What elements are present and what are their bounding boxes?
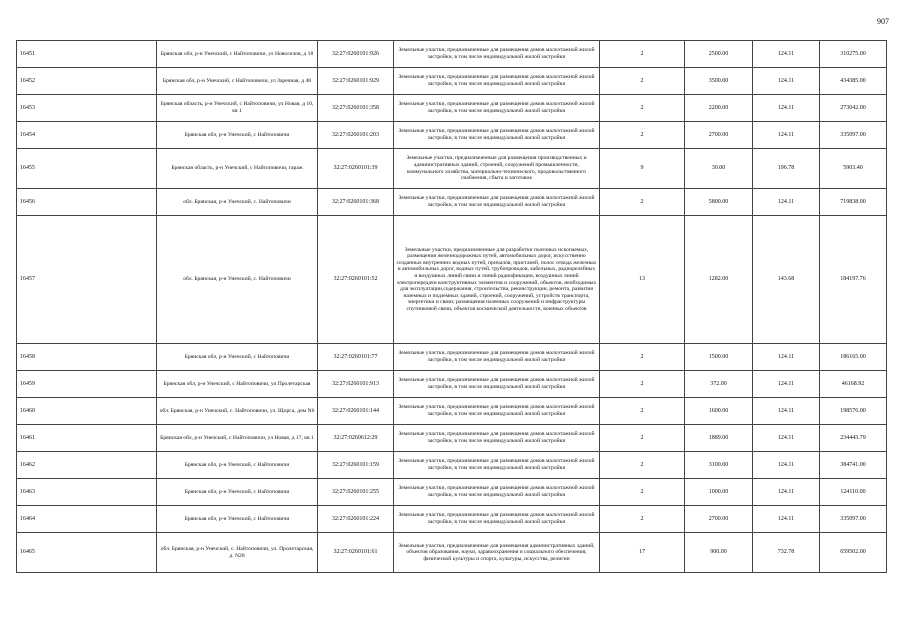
cell-specific-value: 196.78 bbox=[753, 149, 820, 189]
cell-cadastral-number: 32:27:0260101:159 bbox=[318, 452, 394, 479]
cell-land-use-purpose: Земельные участки, предназначенные для размещения домов малоэтажной жилой застройки, в том числе индивидуальной жилой застройки bbox=[394, 398, 600, 425]
cell-specific-value: 143.68 bbox=[753, 216, 820, 344]
table-row bbox=[17, 122, 887, 149]
cell-group: 2 bbox=[600, 452, 685, 479]
cell-address: обл. Брянская, р-н Унечский, с. Найтоповичи, ул. Щорса, дом N6 bbox=[157, 398, 318, 425]
table-body bbox=[17, 41, 887, 573]
table-row bbox=[17, 189, 887, 216]
cell-area: 3100.00 bbox=[685, 452, 753, 479]
cell-row-number: 16458 bbox=[17, 344, 157, 371]
cell-cadastral-number: 32:27:0260101:144 bbox=[318, 398, 394, 425]
cell-specific-value: 124.11 bbox=[753, 122, 820, 149]
cell-land-use-purpose: Земельные участки, предназначенные для размещения производственных и административных зданий, строений, сооружений промышленности, коммунального хозяйства, материально-технического, продовольственного снабжения, сбыта и заготовок bbox=[394, 149, 600, 189]
table-row bbox=[17, 398, 887, 425]
cell-area: 372.00 bbox=[685, 371, 753, 398]
cell-land-use-purpose: Земельные участки, предназначенные для размещения домов малоэтажной жилой застройки, в том числе индивидуальной жилой застройки bbox=[394, 452, 600, 479]
cell-group: 17 bbox=[600, 533, 685, 573]
cell-cadastral-number: 32:27:0260101:61 bbox=[318, 533, 394, 573]
cell-cadastral-value: 719838.00 bbox=[820, 189, 887, 216]
cell-address: Брянская обл, р-н Унечский, с Найтоповичи, ул Пролетарская bbox=[157, 371, 318, 398]
cell-group: 2 bbox=[600, 68, 685, 95]
table-row bbox=[17, 95, 887, 122]
cell-cadastral-number: 32:27:0260612:29 bbox=[318, 425, 394, 452]
cell-area: 2700.00 bbox=[685, 122, 753, 149]
page-number: 907 bbox=[877, 17, 889, 26]
table-row bbox=[17, 425, 887, 452]
cell-specific-value: 732.78 bbox=[753, 533, 820, 573]
cell-address: обл. Брянская, р-н Унечский, с. Найтоповичи, ул. Пролетарская, д. N28 bbox=[157, 533, 318, 573]
cell-row-number: 16457 bbox=[17, 216, 157, 344]
cell-area: 2200.00 bbox=[685, 95, 753, 122]
cell-cadastral-value: 335097.00 bbox=[820, 122, 887, 149]
cell-land-use-purpose: Земельные участки, предназначенные для размещения домов малоэтажной жилой застройки, в том числе индивидуальной жилой застройки bbox=[394, 506, 600, 533]
table-row bbox=[17, 452, 887, 479]
cell-area: 1500.00 bbox=[685, 344, 753, 371]
cadastral-value-table bbox=[16, 40, 887, 573]
cell-area: 1889.00 bbox=[685, 425, 753, 452]
cell-address: Брянская обл, р-н Унечский, с Найтоповичи bbox=[157, 452, 318, 479]
cell-area: 2700.00 bbox=[685, 506, 753, 533]
cell-cadastral-number: 32:27:0260101:929 bbox=[318, 68, 394, 95]
cell-land-use-purpose: Земельные участки, предназначенные для размещения домов малоэтажной жилой застройки, в том числе индивидуальной жилой застройки bbox=[394, 95, 600, 122]
cell-area: 5800.00 bbox=[685, 189, 753, 216]
cell-row-number: 16453 bbox=[17, 95, 157, 122]
cell-cadastral-value: 124110.00 bbox=[820, 479, 887, 506]
table-row bbox=[17, 371, 887, 398]
table-row bbox=[17, 506, 887, 533]
cell-specific-value: 124.11 bbox=[753, 344, 820, 371]
cell-specific-value: 124.11 bbox=[753, 41, 820, 68]
cell-row-number: 16452 bbox=[17, 68, 157, 95]
cell-address: обл. Брянская, р-н Унечский, с. Найтоповичи bbox=[157, 216, 318, 344]
cell-land-use-purpose: Земельные участки, предназначенные для размещения домов малоэтажной жилой застройки, в том числе индивидуальной жилой застройки bbox=[394, 425, 600, 452]
cell-group: 2 bbox=[600, 398, 685, 425]
cell-area: 1000.00 bbox=[685, 479, 753, 506]
cell-land-use-purpose: Земельные участки, предназначенные для размещения домов малоэтажной жилой застройки, в том числе индивидуальной жилой застройки bbox=[394, 41, 600, 68]
cell-cadastral-number: 32:27:0260101:39 bbox=[318, 149, 394, 189]
table-row bbox=[17, 216, 887, 344]
cell-group: 13 bbox=[600, 216, 685, 344]
cell-cadastral-value: 184197.76 bbox=[820, 216, 887, 344]
cell-group: 2 bbox=[600, 344, 685, 371]
cell-row-number: 16463 bbox=[17, 479, 157, 506]
cell-cadastral-value: 5903.40 bbox=[820, 149, 887, 189]
cell-area: 30.00 bbox=[685, 149, 753, 189]
cell-address: Брянская обл, р-н Унечский, с Найтоповичи bbox=[157, 479, 318, 506]
cell-address: Брянская область, р-н Унечский, с Найтоповичи, гараж bbox=[157, 149, 318, 189]
cell-specific-value: 124.11 bbox=[753, 398, 820, 425]
cell-address: обл. Брянская, р-н Унечский, с. Найтоповичи bbox=[157, 189, 318, 216]
cell-cadastral-value: 434385.00 bbox=[820, 68, 887, 95]
cell-area: 2500.00 bbox=[685, 41, 753, 68]
table-row bbox=[17, 344, 887, 371]
cell-area: 1600.00 bbox=[685, 398, 753, 425]
cell-row-number: 16462 bbox=[17, 452, 157, 479]
cell-address: Брянская обл, р-н Унечский, с Найтоповичи bbox=[157, 344, 318, 371]
cell-row-number: 16465 bbox=[17, 533, 157, 573]
cell-specific-value: 124.11 bbox=[753, 506, 820, 533]
cell-specific-value: 124.11 bbox=[753, 189, 820, 216]
cell-address: Брянская область, р-н Унечский, с Найтоповичи, ул Новая, д 10, кв 1 bbox=[157, 95, 318, 122]
cell-cadastral-number: 32:27:0260101:77 bbox=[318, 344, 394, 371]
cell-group: 2 bbox=[600, 479, 685, 506]
cell-group: 2 bbox=[600, 122, 685, 149]
cell-cadastral-number: 32:27:0260101:52 bbox=[318, 216, 394, 344]
cell-row-number: 16454 bbox=[17, 122, 157, 149]
cell-row-number: 16459 bbox=[17, 371, 157, 398]
cell-group: 2 bbox=[600, 41, 685, 68]
cell-cadastral-value: 46168.92 bbox=[820, 371, 887, 398]
table-row bbox=[17, 479, 887, 506]
cell-area: 3500.00 bbox=[685, 68, 753, 95]
cell-specific-value: 124.11 bbox=[753, 68, 820, 95]
cell-address: Брянская обл, р-н Унечский, с Найтоповичи bbox=[157, 122, 318, 149]
cell-land-use-purpose: Земельные участки, предназначенные для размещения домов малоэтажной жилой застройки, в том числе индивидуальной жилой застройки bbox=[394, 371, 600, 398]
cell-area: 1282.00 bbox=[685, 216, 753, 344]
cell-land-use-purpose: Земельные участки, предназначенные для разработки полезных ископаемых, размещения железнодорожных путей, автомобильных дорог, искусственно созданных внутренних водных путей, причалов, пристаней, полос отвода железных и автомобильных дорог, водных путей, трубопроводов, кабельных, радиорелейных и воздушных линий связи и линий радиофикации, воздушных линий электропередачи конструктивных элементов и сооружений, объектов, необходимых для эксплуатации,содержания, строительства, реконструкции, ремонта, развития наземных и подземных зданий, строений, сооружений, устройств транспорта, энергетики и связи; размещения наземных сооружений и инфраструктуры спутниковой связи, объектов космической деятельности, военных объектов bbox=[394, 216, 600, 344]
table-row bbox=[17, 68, 887, 95]
cell-land-use-purpose: Земельные участки, предназначенные для размещения домов малоэтажной жилой застройки, в том числе индивидуальной жилой застройки bbox=[394, 344, 600, 371]
cell-specific-value: 124.11 bbox=[753, 479, 820, 506]
cell-cadastral-number: 32:27:0260101:913 bbox=[318, 371, 394, 398]
cell-cadastral-value: 384741.00 bbox=[820, 452, 887, 479]
cell-row-number: 16455 bbox=[17, 149, 157, 189]
cell-specific-value: 124.11 bbox=[753, 452, 820, 479]
cell-group: 2 bbox=[600, 95, 685, 122]
cell-land-use-purpose: Земельные участки, предназначенные для размещения домов малоэтажной жилой застройки, в том числе индивидуальной жилой застройки bbox=[394, 189, 600, 216]
cell-cadastral-number: 32:27:0260101:368 bbox=[318, 189, 394, 216]
cell-cadastral-value: 186165.00 bbox=[820, 344, 887, 371]
cell-row-number: 16464 bbox=[17, 506, 157, 533]
cell-specific-value: 124.11 bbox=[753, 371, 820, 398]
cell-address: Брянская обл, р-н Унечский, с Найтоповичи, ул Новая, д 17, кв 1 bbox=[157, 425, 318, 452]
cell-cadastral-number: 32:27:0260101:203 bbox=[318, 122, 394, 149]
cell-cadastral-value: 198576.00 bbox=[820, 398, 887, 425]
cell-land-use-purpose: Земельные участки, предназначенные для размещения домов малоэтажной жилой застройки, в том числе индивидуальной жилой застройки bbox=[394, 68, 600, 95]
cell-cadastral-value: 310275.00 bbox=[820, 41, 887, 68]
cell-specific-value: 124.11 bbox=[753, 425, 820, 452]
cell-row-number: 16460 bbox=[17, 398, 157, 425]
cell-row-number: 16461 bbox=[17, 425, 157, 452]
cell-address: Брянская обл, р-н Унечский, с Найтоповичи, ул Заречная, д 48 bbox=[157, 68, 318, 95]
cell-address: Брянская обл, р-н Унечский, с Найтоповичи, ул Новоселов, д 18 bbox=[157, 41, 318, 68]
cell-land-use-purpose: Земельные участки, предназначенные для размещения домов малоэтажной жилой застройки, в том числе индивидуальной жилой застройки bbox=[394, 479, 600, 506]
cell-cadastral-value: 659502.00 bbox=[820, 533, 887, 573]
cell-specific-value: 124.11 bbox=[753, 95, 820, 122]
table-row bbox=[17, 41, 887, 68]
cell-row-number: 16451 bbox=[17, 41, 157, 68]
cell-group: 2 bbox=[600, 189, 685, 216]
cell-cadastral-number: 32:27:0260101:224 bbox=[318, 506, 394, 533]
cell-address: Брянская обл, р-н Унечский, с Найтоповичи bbox=[157, 506, 318, 533]
cell-group: 2 bbox=[600, 506, 685, 533]
cell-land-use-purpose: Земельные участки, предназначенные для размещения домов малоэтажной жилой застройки, в том числе индивидуальной жилой застройки bbox=[394, 122, 600, 149]
cell-row-number: 16456 bbox=[17, 189, 157, 216]
cell-land-use-purpose: Земельные участки, предназначенные для размещения административных зданий, объектов образования, науки, здравоохранения и социального обеспечения, физической культуры и спорта, культуры, искусства, религии bbox=[394, 533, 600, 573]
cell-cadastral-value: 335097.00 bbox=[820, 506, 887, 533]
cell-area: 900.00 bbox=[685, 533, 753, 573]
table-row bbox=[17, 149, 887, 189]
cell-group: 9 bbox=[600, 149, 685, 189]
cell-cadastral-value: 273042.00 bbox=[820, 95, 887, 122]
cell-cadastral-number: 32:27:0260101:926 bbox=[318, 41, 394, 68]
cell-group: 2 bbox=[600, 425, 685, 452]
cell-cadastral-number: 32:27:0260101:255 bbox=[318, 479, 394, 506]
table-row bbox=[17, 533, 887, 573]
cell-cadastral-number: 32:27:0260101:358 bbox=[318, 95, 394, 122]
cell-cadastral-value: 234443.79 bbox=[820, 425, 887, 452]
cell-group: 2 bbox=[600, 371, 685, 398]
